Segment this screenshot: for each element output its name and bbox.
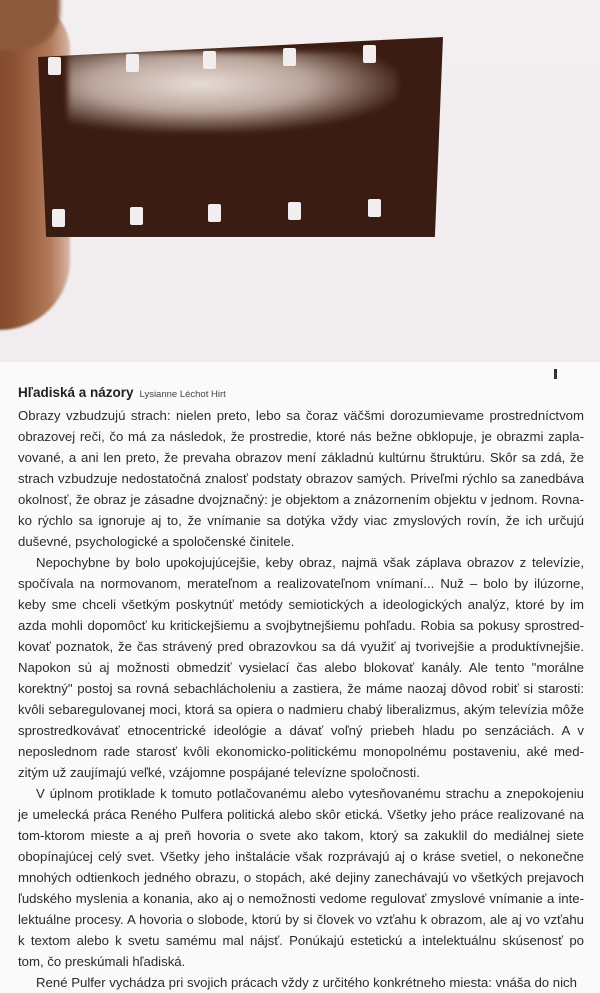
page-marker — [554, 369, 557, 379]
film-perforation — [208, 204, 221, 222]
article-author: Lysianne Léchot Hirt — [139, 389, 226, 400]
film-perforation — [52, 209, 65, 227]
text-line: obrazovej reči, čo má za následok, že prostredie, ktoré nás bežne obklopuje, je obrazmi zapla- — [18, 429, 584, 444]
film-perforation — [368, 199, 381, 217]
film-perforation — [126, 54, 139, 72]
text-line: kvôli sebaregulovanej moci, ktorá sa opiera o nadmieru chabý liberalizmus, akým televízia môže — [18, 702, 584, 717]
text-line: strach vzbudzuje nedostatočná znalosť podstaty obrazov samých. Priveľmi rýchlo sa zanedbáva — [18, 471, 584, 486]
text-line: vované, a ani len preto, že prevaha obrazov mení základnú kultúrnu štruktúru. Skôr sa zdá, že — [18, 450, 584, 465]
paragraph — [18, 552, 584, 783]
text-line: korektný" postoj sa rovná sebachlácholeniu a zastiera, že máme naozaj dôvod robiť si starosti: — [18, 681, 584, 696]
text-line: tom-ktorom mieste a aj preň hovoria o svete ako takom, ktorý sa zakuklil do mediálnej siete — [18, 828, 584, 843]
film-negative-strip — [38, 37, 443, 237]
text-line: René Pulfer vychádza pri svojich prácach vždy z určitého konkrétneho miesta: vnáša do nich — [36, 975, 577, 990]
text-line: zitým už zaujímajú veľké, vzájomne pospájané televízne spoločnosti. — [18, 765, 420, 780]
text-line: lektuálne procesy. A hovoria o slobode, ktorú by si človek vo vzťahu k obrazom, ale aj vo vzťahu — [18, 912, 584, 927]
film-perforation — [203, 51, 216, 69]
text-line: mnohých odtienkoch jedného obrazu, o stopách, aké dejiny zanechávajú vo všetkých prejavoch — [18, 870, 584, 885]
film-perforation — [283, 48, 296, 66]
text-line: spočívala na normovanom, merateľnom a realizovateľnom vnímaní... Nuž – bolo by ilúzorne, — [18, 576, 584, 591]
text-line: obopínajúcej celý svet. Všetky jeho inštalácie však rozprávajú aj o kráse svetiel, o nekonečne — [18, 849, 584, 864]
text-line: je umelecká práca Reného Pulfera politická alebo skôr etická. Všetky jeho práce realizované na — [18, 807, 584, 822]
paragraph — [18, 783, 584, 972]
article — [18, 383, 584, 993]
text-line: Obrazy vzbudzujú strach: nielen preto, lebo sa čoraz väčšmi dorozumievame prostredníctvom — [18, 408, 584, 423]
film-perforation — [288, 202, 301, 220]
text-line: okolnosť, že obraz je zásadne dvojznačný: je objektom a znázornením objektu v jednom. Rovna- — [18, 492, 584, 507]
film-perforation — [48, 57, 61, 75]
text-line: duševné, psychologické a spoločenské činitele. — [18, 534, 295, 549]
text-line: V úplnom protiklade k tomuto potlačovanému alebo vytesňovanému strachu a znepokojeniu — [36, 786, 584, 801]
text-line: ko rýchlo sa ignoruje aj to, že vnímanie sa dotýka vždy viac zmyslových rovín, že ich určujú — [18, 513, 584, 528]
film-strip-photo — [0, 0, 600, 362]
text-line: sprostredkovávať etnocentrické ideológie a dávať voľný priebeh hladu po senzáciách. A v — [18, 723, 584, 738]
text-line: keby sme chceli všetkým poskytnúť metódy semiotických a ideologických analýz, ktoré by im — [18, 597, 584, 612]
text-line: kovať poznatok, že čas strávený pred obrazovkou sa dá využiť aj tvorivejšie a produktívnejšie. — [18, 639, 584, 654]
text-line: neposlednom rade starosť kvôli ekonomicko-politickému monopolnému postaveniu, aké med- — [18, 744, 584, 759]
text-line: azda mohli dopomôcť ku kritickejšiemu a svojbytnejšiemu pohľadu. Robia sa pokusy sprostred- — [18, 618, 584, 633]
article-title: Hľadiská a názory — [18, 385, 134, 400]
article-body — [18, 405, 584, 993]
text-line: Napokon sú aj možnosti obmedziť vysielací čas alebo blokovať kanály. Ale tento "morálne — [18, 660, 584, 675]
text-line: Nepochybne by bolo upokojujúcejšie, keby obraz, najmä však záplava obrazov z televízie, — [36, 555, 584, 570]
paragraph — [18, 972, 584, 993]
text-line: ľudského myslenia a konania, ako aj o nemožnosti vedome regulovať zmyslové vnímanie a inte- — [18, 891, 584, 906]
paragraph — [18, 405, 584, 552]
text-line: tom, čo preskúmali hľadiská. — [18, 954, 186, 969]
text-line: k textom alebo k svetu samému mal nájsť. Ponúkajú estetickú a intelektuálnu skúsenosť po — [18, 933, 584, 948]
article-heading — [18, 383, 584, 405]
film-perforation — [130, 207, 143, 225]
film-perforation — [363, 45, 376, 63]
